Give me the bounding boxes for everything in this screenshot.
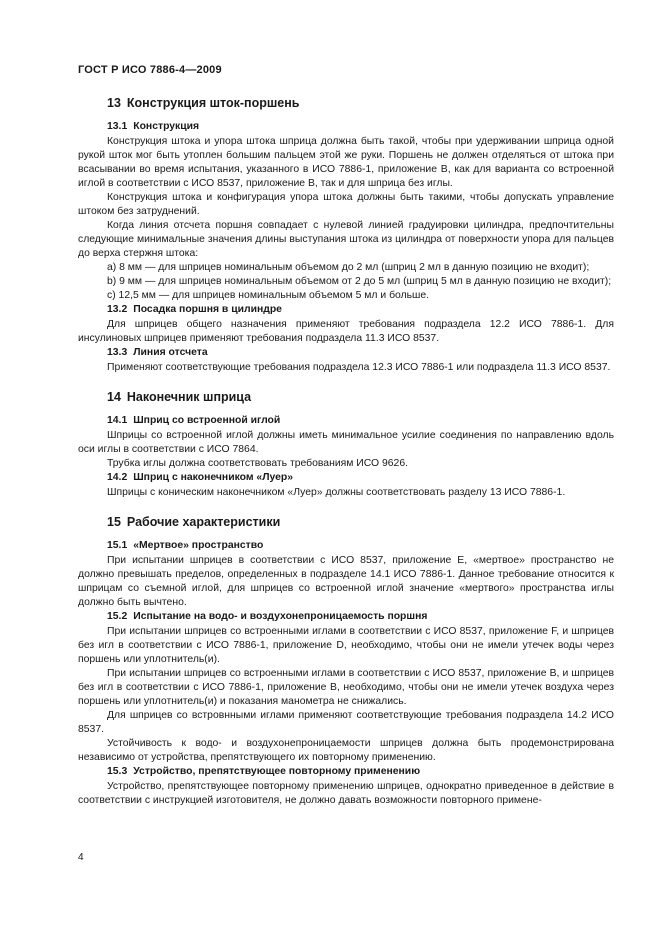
subsection-title: Испытание на водо- и воздухонепроницаемость поршня [133,611,428,622]
section-14-heading [78,389,614,405]
section-15-heading [78,514,614,530]
subsection-number: 13.3 [107,347,128,358]
paragraph: Для шприцев со встровнными иглами применяют соответствующие требования подраздела 14.2 ИСО 8537. [78,710,614,735]
section-13-heading [78,95,614,111]
subsection-13-2-heading [78,303,614,317]
paragraph: Устойчивость к водо- и воздухонепроницаемости шприцев должна быть продемонстрирована независимо от устройства, препятствующего их повторному применению. [78,738,614,763]
subsection-title: Шприц со встроенной иглой [133,415,281,426]
paragraph: Для шприцев общего назначения применяют требования подраздела 12.2 ИСО 7886-1. Для инсулиновых шприцев применяют требования подраздела 11.3 ИСО 8537. [78,319,614,344]
subsection-number: 14.1 [107,415,128,426]
section-title: Конструкция шток-поршень [126,96,300,110]
subsection-14-2-heading [78,471,614,485]
document-code-header: ГОСТ Р ИСО 7886-4—2009 [78,64,222,76]
subsection-number: 14.2 [107,472,128,483]
paragraph: При испытании шприцев со встроенными иглами в соответствии с ИСО 8537, приложение F, и шприцев без игл в соответствии с ИСО 7886-1, приложение D, необходимо, чтобы они не имели утечек воды через поршень или уплотнитель(и). [78,626,614,665]
subsection-14-1-heading [78,414,614,428]
paragraph: Шприцы с коническим наконечником «Луер» должны соответствовать разделу 13 ИСО 7886-1. [107,487,566,498]
paragraph: Устройство, препятствующее повторному применению шприцев, однократно приведенное в действие в соответствии с инструкцией изготовителя, не должно давать возможности повторного примене- [78,781,614,806]
paragraph: Трубка иглы должна соответствовать требованиям ИСО 9626. [107,458,408,469]
list-item-a: а) 8 мм — для шприцев номинальным объемом до 2 мл (шприц 2 мл в данную позицию не входит); [107,262,590,273]
list-item-c: с) 12,5 мм — для шприцев номинальным объемом 5 мл и больше. [107,290,430,301]
paragraph: При испытании шприцев со встроенными иглами в соответствии с ИСО 8537, приложение В, и шприцев без игл в соответствии с ИСО 7886-1, приложение В, необходимо, чтобы они не имели утечек воздуха через поршень или уплотнитель(и) и показания манометра не снижались. [78,668,614,707]
section-number: 15 [107,515,121,529]
subsection-title: Шприц с наконечником «Луер» [133,472,294,483]
paragraph: Шприцы со встроенной иглой должны иметь минимальное усилие соединения по направлению вдоль оси иглы в соответствии с ИСО 7864. [78,430,614,455]
subsection-number: 13.2 [107,304,128,315]
subsection-title: Устройство, препятствующее повторному применению [133,766,421,777]
section-number: 14 [107,390,121,404]
subsection-number: 15.2 [107,611,128,622]
subsection-number: 15.3 [107,766,128,777]
document-body [78,95,614,808]
paragraph: Применяют соответствующие требования подраздела 12.3 ИСО 7886-1 или подраздела 11.3 ИСО 8537. [107,362,611,373]
paragraph: Конструкция штока и конфигурация упора штока должны быть такими, чтобы допускать управление штоком без затруднений. [78,192,614,217]
section-number: 13 [107,96,121,110]
subsection-title: Посадка поршня в цилиндре [133,304,282,315]
page-number: 4 [78,852,84,863]
subsection-number: 13.1 [107,121,128,132]
subsection-13-1-heading [78,120,614,134]
subsection-title: Конструкция [133,121,200,132]
subsection-title: Линия отсчета [133,347,208,358]
subsection-15-2-heading [78,610,614,624]
subsection-13-3-heading [78,346,614,360]
subsection-15-1-heading [78,539,614,553]
subsection-number: 15.1 [107,540,128,551]
section-title: Рабочие характеристики [126,515,281,529]
subsection-15-3-heading [78,765,614,779]
paragraph: Когда линия отсчета поршня совпадает с нулевой линией градуировки цилиндра, предпочтительны следующие минимальные значения длины выступания штока из цилиндра от поверхности упора для пальцев до верха стержня штока: [78,220,614,259]
subsection-title: «Мертвое» пространство [133,540,264,551]
paragraph: Конструкция штока и упора штока шприца должна быть такой, чтобы при удерживании шприца одной рукой шток мог быть утоплен большим пальцем этой же руки. Поршень не должен отделяться от штока при всасывании во время испытания, указанного в ИСО 7886-1, приложение В, как для варианта со встроенной иглой в соответствии с ИСО 8537, приложение В, так и для шприца без иглы. [78,136,614,189]
paragraph: При испытании шприцев в соответствии с ИСО 8537, приложение Е, «мертвое» пространство не должно превышать пределов, определенных в подразделе 14.1 ИСО 7886-1. Данное требование относится к шприцам со съемной иглой, для шприцев со встроенной иглой значение «мертвого» пространства иглы должно быть вычтено. [78,555,614,608]
section-title: Наконечник шприца [126,390,252,404]
list-item-b: b) 9 мм — для шприцев номинальным объемом от 2 до 5 мл (шприц 5 мл в данную позицию не входит); [107,276,612,287]
